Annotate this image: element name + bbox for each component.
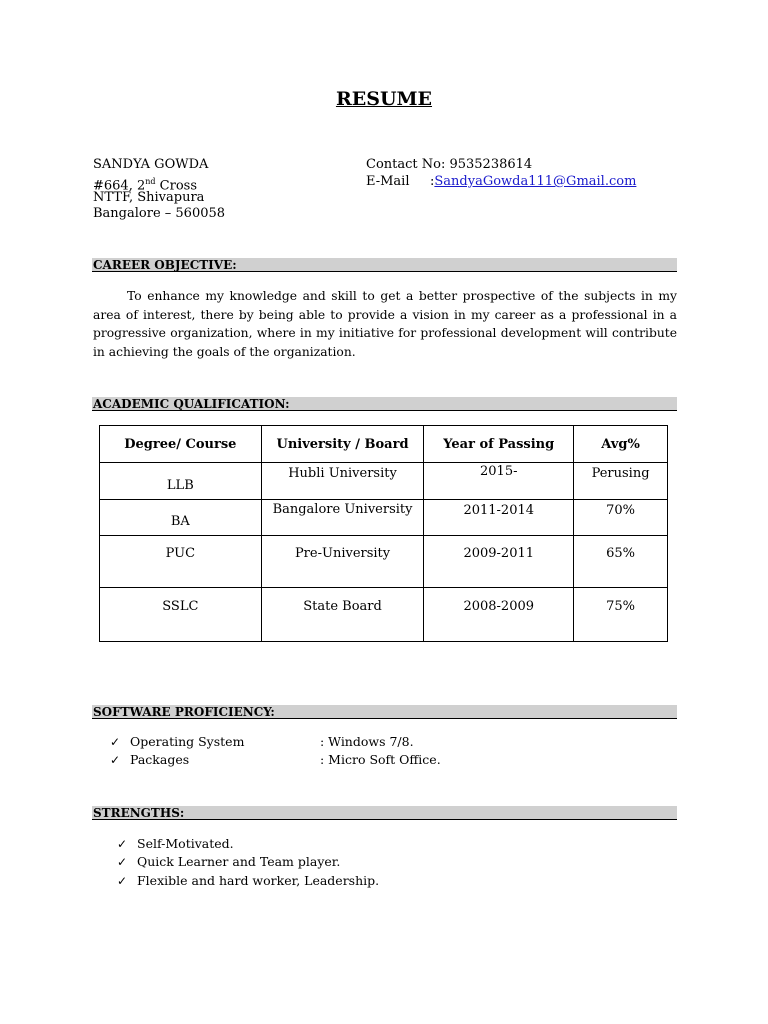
cell-year: 2015- <box>424 463 574 500</box>
checkmark-icon: ✓ <box>110 753 121 767</box>
cell-degree: SSLC <box>100 588 262 642</box>
list-item <box>110 733 244 751</box>
column-header-university: University / Board <box>261 426 424 463</box>
cell-degree: PUC <box>100 536 262 588</box>
column-header-year: Year of Passing <box>424 426 574 463</box>
strengths-heading: STRENGTHS: <box>92 806 677 820</box>
cell-university: State Board <box>261 588 424 642</box>
strength-text: Flexible and hard worker, Leadership. <box>137 873 380 888</box>
address-line-3: Bangalore – 560058 <box>93 206 226 221</box>
cell-year: 2008-2009 <box>424 588 574 642</box>
career-objective-text: To enhance my knowledge and skill to get a better prospective of the subjects in my area of interest, there by being able to provide a vision in my career as a professional in a progressive organization, where in my initiative for professional development will contribute in achieving the goals of the organization. <box>93 289 677 359</box>
checkmark-icon: ✓ <box>110 735 121 749</box>
address-line-1-main: #664, 2 <box>93 178 146 194</box>
cell-avg: 75% <box>574 588 668 642</box>
cell-avg: 70% <box>574 500 668 536</box>
email-label: E-Mail <box>366 174 410 189</box>
cell-university: Pre-University <box>261 536 424 588</box>
checkmark-icon: ✓ <box>117 855 128 869</box>
candidate-name: SANDYA GOWDA <box>93 157 209 172</box>
checkmark-icon: ✓ <box>117 874 128 888</box>
strength-text: Quick Learner and Team player. <box>137 854 341 869</box>
table-row <box>100 463 668 500</box>
email-colon: : <box>430 174 435 189</box>
cell-university: Hubli University <box>261 463 424 500</box>
cell-degree: LLB <box>100 463 262 500</box>
table-row <box>100 500 668 536</box>
software-label: Packages <box>130 752 190 767</box>
contact-phone: Contact No: 9535238614 <box>366 157 533 172</box>
software-value: : Micro Soft Office. <box>320 752 441 767</box>
table-row <box>100 588 668 642</box>
software-value: : Windows 7/8. <box>320 734 414 749</box>
address-line-2: NTTF, Shivapura <box>93 190 205 205</box>
list-item <box>117 835 234 853</box>
career-objective-heading: CAREER OBJECTIVE: <box>92 258 677 272</box>
list-item <box>110 751 189 769</box>
page-title: RESUME <box>335 88 433 110</box>
cell-year: 2011-2014 <box>424 500 574 536</box>
academic-table <box>99 425 668 642</box>
cell-avg: 65% <box>574 536 668 588</box>
email-row <box>430 174 636 190</box>
software-label: Operating System <box>130 734 245 749</box>
column-header-degree: Degree/ Course <box>100 426 262 463</box>
column-header-avg: Avg% <box>574 426 668 463</box>
address-line-1-sup: nd <box>145 177 156 186</box>
cell-avg: Perusing <box>574 463 668 500</box>
address-line-1-rest: Cross <box>155 178 197 194</box>
list-item <box>117 872 379 890</box>
email-link[interactable]: SandyaGowda111@Gmail.com <box>434 174 637 189</box>
list-item <box>117 853 340 871</box>
cell-year: 2009-2011 <box>424 536 574 588</box>
cell-university: Bangalore University <box>261 500 424 536</box>
strength-text: Self-Motivated. <box>137 836 234 851</box>
checkmark-icon: ✓ <box>117 837 128 851</box>
table-header-row <box>100 426 668 463</box>
software-proficiency-heading: SOFTWARE PROFICIENCY: <box>92 705 677 719</box>
cell-degree: BA <box>100 500 262 536</box>
academic-qualification-heading: ACADEMIC QUALIFICATION: <box>92 397 677 411</box>
table-row <box>100 536 668 588</box>
